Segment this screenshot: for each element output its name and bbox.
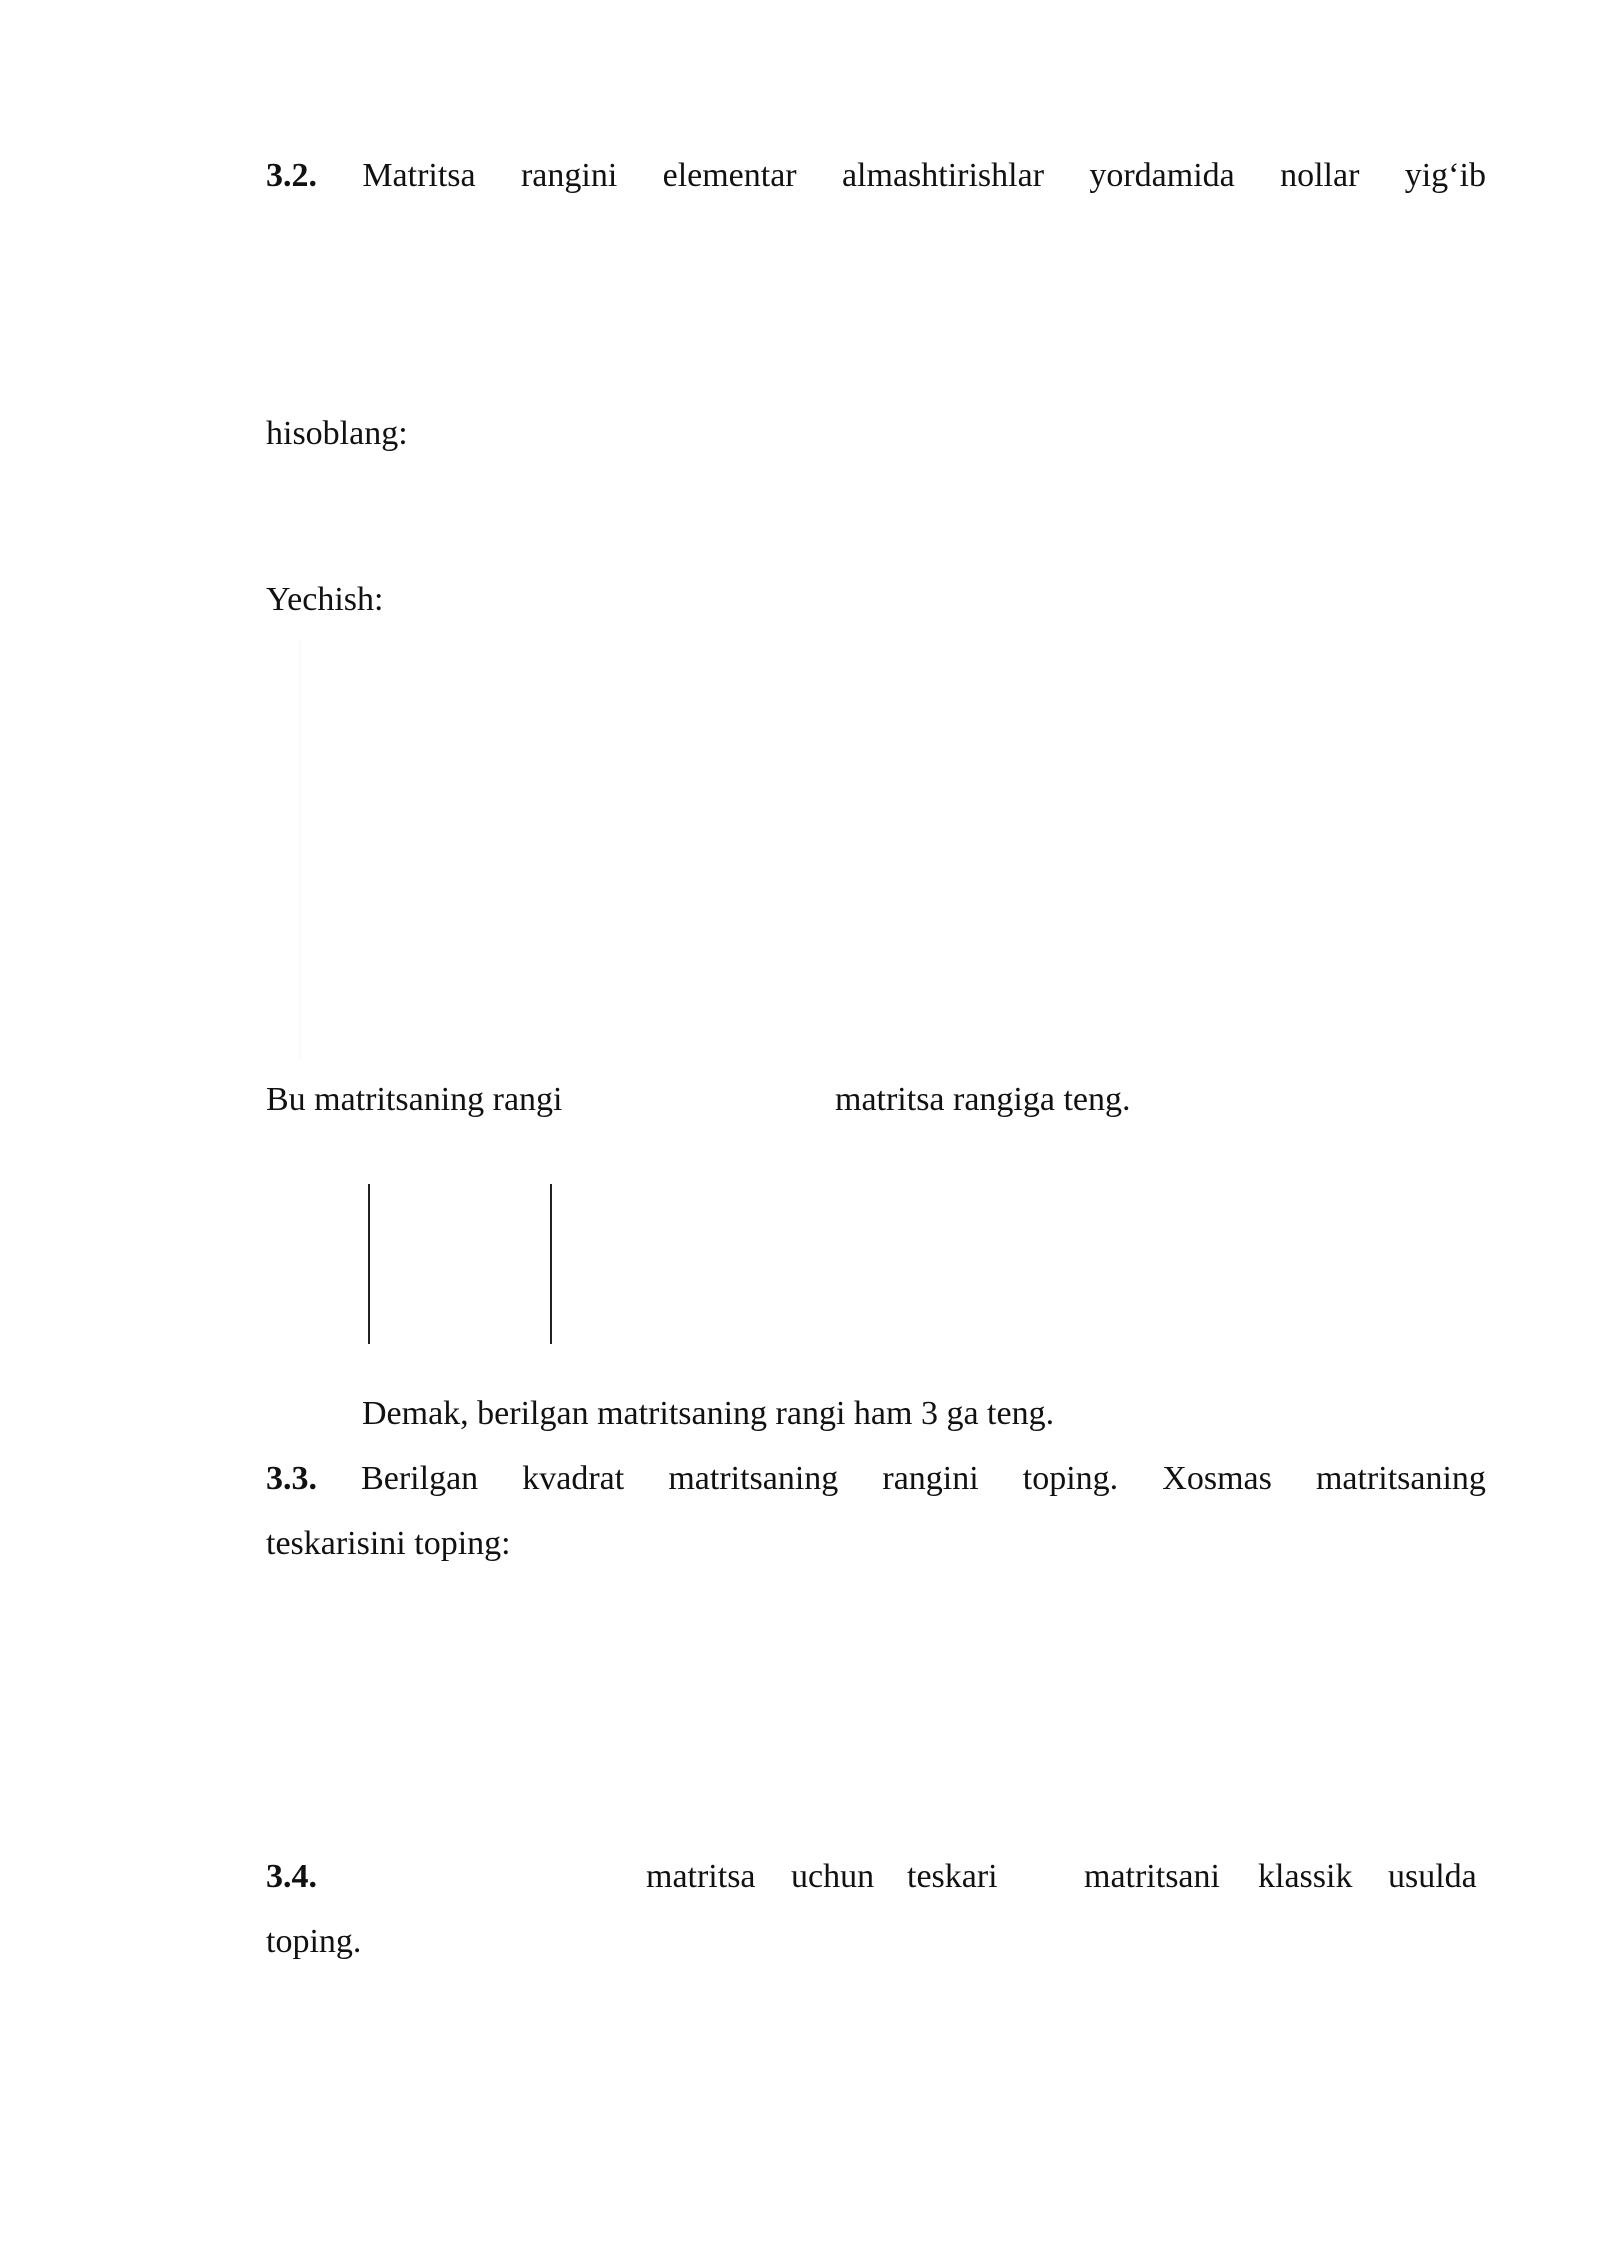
word: matritsaning [1315, 1460, 1486, 1497]
determinant-left-bar [368, 1184, 370, 1344]
problem-3-4-word: usulda [1388, 1858, 1477, 1895]
problem-3-3-line-1 [266, 1459, 1486, 1499]
rank-sentence-part-1: Bu matritsaning rangi [266, 1081, 563, 1118]
word: yig‘ib [1404, 157, 1486, 194]
word: elementar [662, 157, 797, 194]
problem-number: 3.2. [266, 157, 317, 194]
word: kvadrat [522, 1460, 625, 1497]
problem-3-2-line-1 [266, 156, 1486, 196]
word: rangini [882, 1460, 979, 1497]
word: toping. [1022, 1460, 1119, 1497]
problem-3-2-line-2: hisoblang: [266, 415, 408, 452]
word: matritsaning [668, 1460, 839, 1497]
conclusion-text: Demak, berilgan matritsaning rangi ham 3 ga teng. [362, 1395, 1055, 1432]
problem-3-4-word: klassik [1258, 1858, 1353, 1895]
problem-number: 3.3. [266, 1460, 317, 1497]
problem-3-4-line-2: toping. [266, 1923, 362, 1960]
word: Matritsa [362, 157, 476, 194]
rank-sentence-part-2: matritsa rangiga teng. [835, 1081, 1131, 1118]
problem-3-3-line-2: teskarisini toping: [266, 1525, 511, 1562]
problem-3-4-number: 3.4. [266, 1858, 317, 1895]
problem-3-4-word: uchun [791, 1858, 875, 1895]
word: yordamida [1089, 157, 1235, 194]
word: nollar [1280, 157, 1360, 194]
problem-3-4-word: matritsa [646, 1858, 756, 1895]
solution-label: Yechish: [266, 581, 384, 618]
determinant-right-bar [550, 1184, 552, 1344]
word: Berilgan [361, 1460, 479, 1497]
word: rangini [520, 157, 618, 194]
word: Xosmas [1162, 1460, 1272, 1497]
faint-edge-artifact [298, 640, 304, 1060]
problem-3-4-word: teskari [907, 1858, 998, 1895]
word: almashtirishlar [841, 157, 1045, 194]
problem-3-4-word: matritsani [1084, 1858, 1220, 1895]
